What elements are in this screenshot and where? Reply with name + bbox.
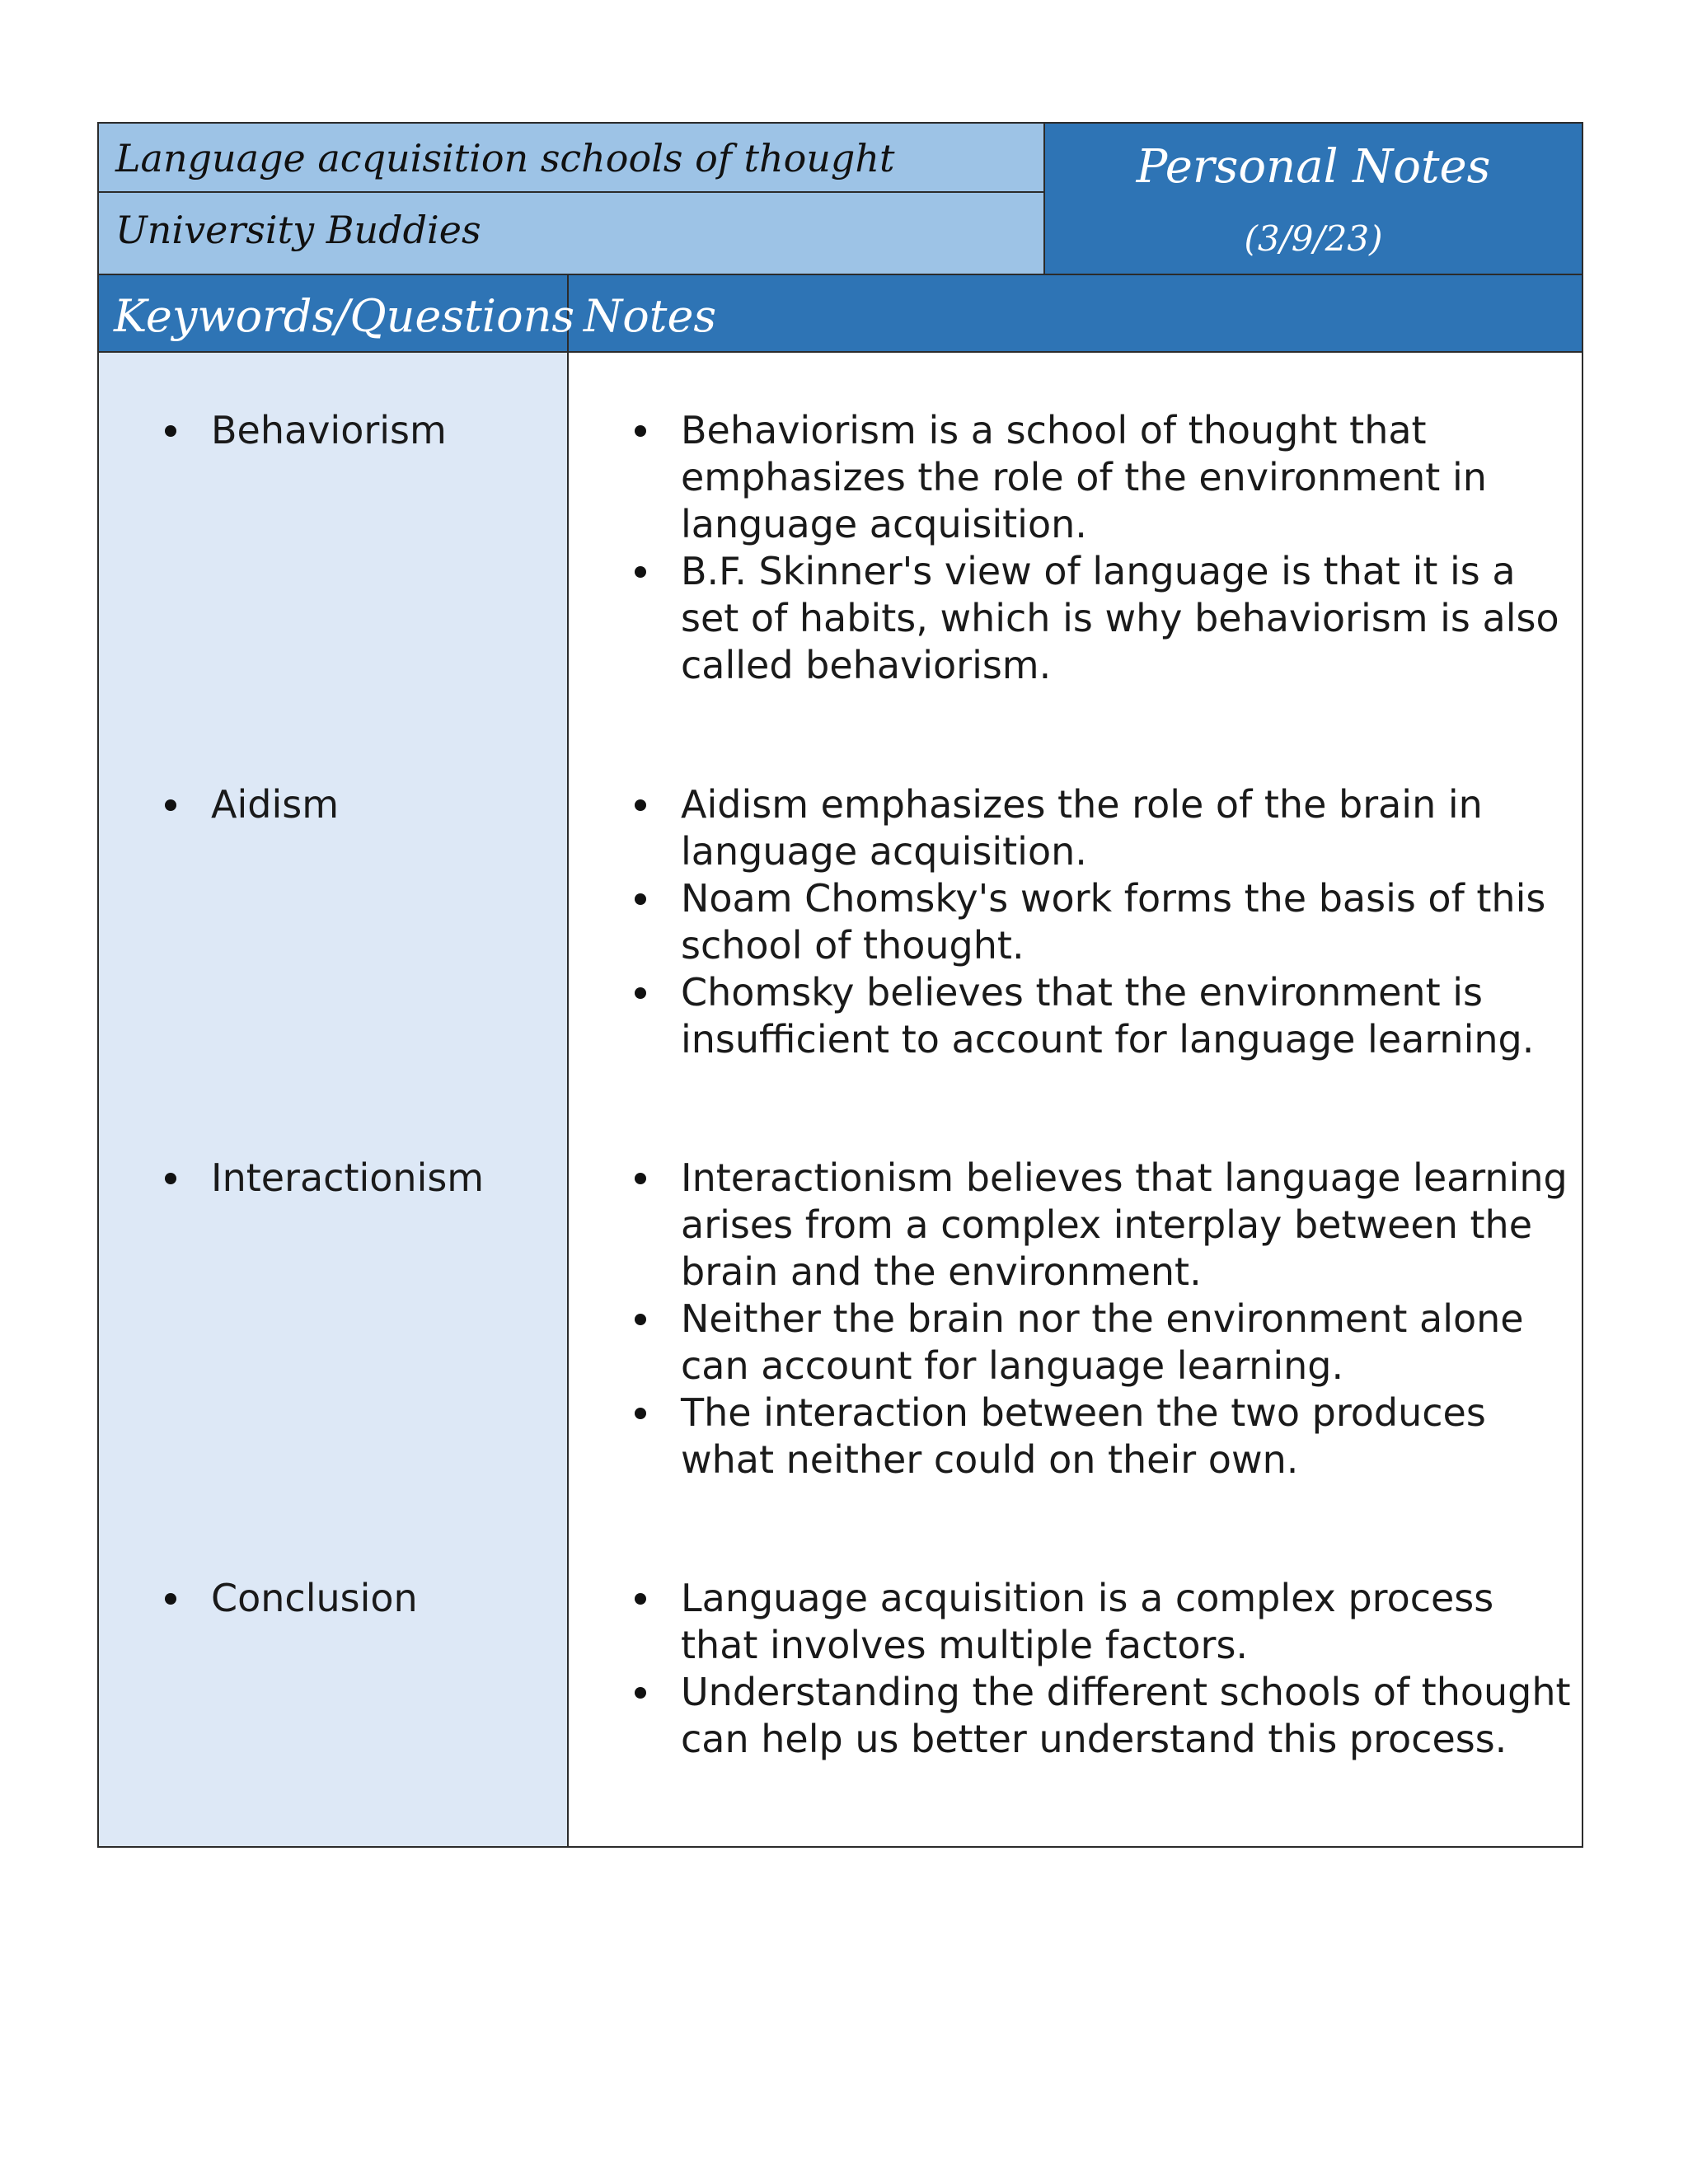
note-text: Aidism emphasizes the role of the brain in language acquisition. bbox=[681, 782, 1483, 874]
topic-title: Language acquisition schools of thought bbox=[99, 124, 1043, 193]
bullet-icon bbox=[635, 1408, 646, 1419]
note-item bbox=[569, 781, 1574, 875]
note-item bbox=[569, 1669, 1574, 1763]
note-text: Noam Chomsky's work forms the basis of this school of thought. bbox=[681, 876, 1546, 968]
note-text: Language acquisition is a complex process that involves multiple factors. bbox=[681, 1576, 1494, 1667]
notes-column-header: Notes bbox=[584, 290, 717, 342]
bullet-icon bbox=[635, 1687, 646, 1699]
bullet-icon bbox=[635, 1314, 646, 1325]
bullet-icon bbox=[635, 1173, 646, 1184]
keyword-label: Aidism bbox=[211, 782, 340, 827]
note-text: Neither the brain nor the environment alone can account for language learning. bbox=[681, 1296, 1524, 1388]
notes-date: (3/9/23) bbox=[1244, 218, 1383, 259]
cornell-notes-table bbox=[97, 122, 1583, 1848]
notes-group-aidism bbox=[569, 781, 1574, 1063]
note-item bbox=[569, 875, 1574, 969]
bullet-icon bbox=[165, 425, 176, 437]
note-text: Interactionism believes that language learning arises from a complex interplay between the brain and the environment. bbox=[681, 1155, 1568, 1294]
note-item bbox=[569, 1296, 1574, 1390]
group-name: University Buddies bbox=[115, 208, 481, 252]
note-item bbox=[569, 1575, 1574, 1669]
bullet-icon bbox=[635, 566, 646, 578]
note-text: Chomsky believes that the environment is insufficient to account for language learning. bbox=[681, 970, 1535, 1062]
notes-group-behaviorism bbox=[569, 407, 1574, 689]
notes-group-interactionism bbox=[569, 1155, 1574, 1483]
bullet-icon bbox=[165, 799, 176, 811]
column-header-row bbox=[99, 275, 1582, 353]
bullet-icon bbox=[635, 1593, 646, 1605]
notes-group-conclusion bbox=[569, 1575, 1574, 1763]
keywords-column bbox=[99, 353, 569, 1846]
notes-column bbox=[569, 353, 1582, 1846]
keyword-label: Interactionism bbox=[211, 1155, 485, 1200]
bullet-icon bbox=[635, 799, 646, 811]
keyword-label: Conclusion bbox=[211, 1576, 418, 1620]
note-text: The interaction between the two produces what neither could on their own. bbox=[681, 1390, 1486, 1482]
keyword-label: Behaviorism bbox=[211, 408, 447, 452]
note-item bbox=[569, 1390, 1574, 1483]
bullet-icon bbox=[165, 1173, 176, 1184]
note-item bbox=[569, 969, 1574, 1063]
note-item bbox=[569, 407, 1574, 548]
header-row bbox=[99, 124, 1582, 275]
bullet-icon bbox=[165, 1593, 176, 1605]
personal-notes-header bbox=[1045, 124, 1582, 274]
keywords-column-header: Keywords/Questions bbox=[99, 275, 569, 351]
note-text: B.F. Skinner's view of language is that it is a set of habits, which is why behaviorism is also called behaviorism. bbox=[681, 549, 1559, 687]
bullet-icon bbox=[635, 987, 646, 999]
note-item bbox=[569, 548, 1574, 689]
header-info bbox=[99, 124, 1045, 274]
note-text: Understanding the different schools of thought can help us better understand this process. bbox=[681, 1670, 1571, 1761]
note-item bbox=[569, 1155, 1574, 1296]
note-text: Behaviorism is a school of thought that emphasizes the role of the environment in language acquisition. bbox=[681, 408, 1487, 546]
personal-notes-title: Personal Notes bbox=[1136, 140, 1491, 194]
bullet-icon bbox=[635, 893, 646, 905]
bullet-icon bbox=[635, 425, 646, 437]
